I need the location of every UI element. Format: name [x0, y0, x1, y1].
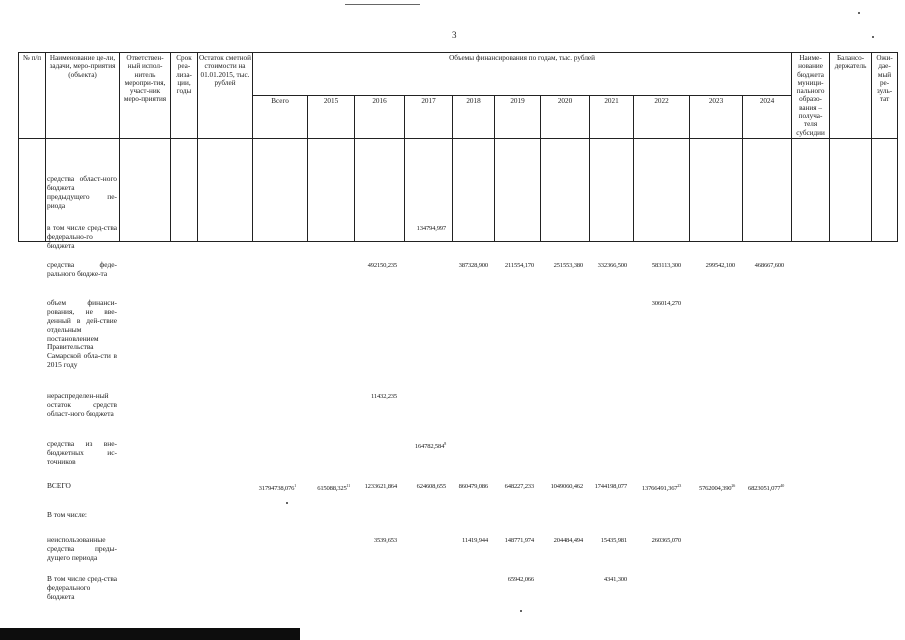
body-cell: [253, 138, 308, 241]
header-total: Всего: [253, 95, 308, 138]
body-cell: [872, 138, 898, 241]
value-number: 299542,100: [705, 262, 735, 269]
header-year: 2021: [590, 95, 634, 138]
header-year: 2019: [495, 95, 541, 138]
row-value-y2019: [505, 483, 534, 490]
row-value-y2019: [508, 576, 534, 583]
scan-artifact: [858, 12, 860, 14]
body-cell: [743, 138, 792, 241]
header-year: 2017: [405, 95, 453, 138]
row-value-y2018: [462, 537, 488, 544]
value-number: 11419,944: [462, 537, 488, 544]
header-responsible: Ответствен-ный испол-нитель меропри-тия, участ-ник меро-приятия: [120, 53, 171, 139]
row-value-y2021: [601, 537, 627, 544]
value-number: 648227,233: [504, 483, 534, 490]
value-number: 860479,086: [458, 483, 488, 490]
body-cell: [453, 138, 495, 241]
value-number: 31794738,076: [258, 485, 295, 493]
row-value-y2022: [652, 262, 681, 269]
scan-artifact: [520, 610, 522, 612]
value-number: 3539,653: [373, 537, 397, 544]
body-cell: [120, 138, 171, 241]
footnote-mark: 11: [346, 483, 350, 488]
body-cell: [830, 138, 872, 241]
row-value-y2024: [755, 262, 784, 269]
body-cell: [308, 138, 355, 241]
row-value-y2016: [374, 537, 397, 544]
row-label: В том числе сред-ства федерального бюджета: [47, 574, 117, 601]
row-value-y2020: [551, 483, 583, 490]
value-number: 148771,974: [504, 537, 534, 544]
row-label: средства из вне-бюджетных ис-точников: [47, 439, 117, 466]
row-value-total: [259, 483, 296, 492]
row-value-y2017: [417, 483, 446, 490]
header-year: 2016: [355, 95, 405, 138]
header-name: Наименование це-ли, задачи, меро-приятия (объекта): [46, 53, 120, 139]
header-num: № п/п: [19, 53, 46, 139]
body-cell: [19, 138, 46, 241]
value-number: 65942,066: [507, 576, 534, 583]
row-value-y2024: [748, 483, 784, 492]
header-remainder: Остаток сметной стоимости на 01.01.2015, тыс. рублей: [198, 53, 253, 139]
body-cell: [792, 138, 830, 241]
value-number: 306014,270: [651, 300, 681, 307]
body-cell: [634, 138, 690, 241]
value-number: 5762004,390: [698, 485, 732, 493]
header-year: 2024: [743, 95, 792, 138]
value-number: 615088,325: [317, 485, 347, 493]
scan-artifact: [872, 36, 874, 38]
body-cell: [198, 138, 253, 241]
row-value-y2022: [642, 483, 681, 492]
row-label: ВСЕГО: [47, 481, 71, 490]
row-value-y2022: [652, 537, 681, 544]
header-holder: Балансо-держатель: [830, 53, 872, 139]
footnote-mark: 8: [444, 441, 446, 446]
value-number: 1049060,462: [550, 483, 583, 490]
scan-artifact: [286, 502, 288, 504]
value-number: 624608,655: [416, 483, 446, 490]
value-number: 583113,300: [651, 262, 681, 269]
header-funding: Объемы финансирования по годам, тыс. рублей: [253, 53, 792, 96]
value-number: 211554,170: [504, 262, 534, 269]
page-number: 3: [452, 30, 457, 40]
row-value-y2020: [554, 262, 583, 269]
row-value-y2019: [505, 537, 534, 544]
value-number: 15435,981: [600, 537, 627, 544]
row-value-y2022: [652, 300, 681, 307]
row-label: В том числе:: [47, 510, 87, 519]
footnote-mark: 26: [731, 483, 735, 488]
row-value-y2021: [595, 483, 627, 490]
row-value-y2019: [505, 262, 534, 269]
row-value-y2020: [554, 537, 583, 544]
value-number: 13766491,367: [641, 485, 678, 493]
body-cell: [495, 138, 541, 241]
row-value-y2016: [371, 393, 397, 400]
row-value-y2017: [417, 225, 446, 232]
row-label: объем финанси-рования, не вве-денный в дей-ствие отдельным постановлением Правительства Самарской обла-сти в 2015 году: [47, 298, 117, 370]
row-label: неиспользованные средства преды-дущего периода: [47, 535, 117, 562]
row-value-y2023: [699, 483, 735, 492]
footnote-mark: 1: [294, 483, 296, 488]
row-label: в том числе сред-ства федерально-го бюджета: [47, 223, 117, 250]
value-number: 332366,500: [597, 262, 627, 269]
row-label: нераспределен-ный остаток средств област-ного бюджета: [47, 391, 117, 418]
body-cell: [541, 138, 590, 241]
funding-table-header: [18, 52, 898, 242]
row-value-y2023: [706, 262, 735, 269]
row-value-y2016: [368, 262, 397, 269]
row-value-y2021: [598, 262, 627, 269]
header-year: 2015: [308, 95, 355, 138]
row-value-y2017: [415, 441, 446, 450]
row-value-y2015: [317, 483, 350, 492]
row-value-y2021: [604, 576, 627, 583]
value-number: 6823051,077: [747, 485, 781, 493]
value-number: 387328,900: [458, 262, 488, 269]
value-number: 164782,584: [414, 443, 445, 451]
row-value-y2018: [459, 483, 488, 490]
body-cell: [355, 138, 405, 241]
header-expected: Ожи-дае-мый ре-зуль-тат: [872, 53, 898, 139]
header-year: 2020: [541, 95, 590, 138]
footnote-mark: 23: [677, 483, 681, 488]
row-value-y2016: [365, 483, 397, 490]
value-number: 4341,300: [603, 576, 627, 583]
value-number: 260365,070: [651, 537, 681, 544]
body-cell: [690, 138, 743, 241]
value-number: 251553,380: [553, 262, 583, 269]
row-label: средства феде-рального бюдже-та: [47, 260, 117, 278]
value-number: 468667,600: [754, 262, 784, 269]
scan-artifact: [345, 4, 420, 5]
value-number: 204484,494: [553, 537, 583, 544]
value-number: 134794,997: [416, 225, 446, 232]
body-cell: [590, 138, 634, 241]
row-label: средства област-ного бюджета предыдущего пе-риода: [47, 174, 117, 210]
body-cell: [171, 138, 198, 241]
header-term: Срок реа-лиза-ции, годы: [171, 53, 198, 139]
value-number: 1744198,077: [594, 483, 627, 490]
header-municipality: Наиме-нование бюджета муници-пального образо-вания – получа-теля субсидии: [792, 53, 830, 139]
row-value-y2018: [459, 262, 488, 269]
footnote-mark: 40: [780, 483, 784, 488]
value-number: 11432,235: [371, 393, 397, 400]
header-year: 2022: [634, 95, 690, 138]
header-year: 2018: [453, 95, 495, 138]
header-year: 2023: [690, 95, 743, 138]
scan-artifact: [0, 628, 300, 640]
value-number: 492150,235: [367, 262, 397, 269]
value-number: 1233621,864: [364, 483, 397, 490]
